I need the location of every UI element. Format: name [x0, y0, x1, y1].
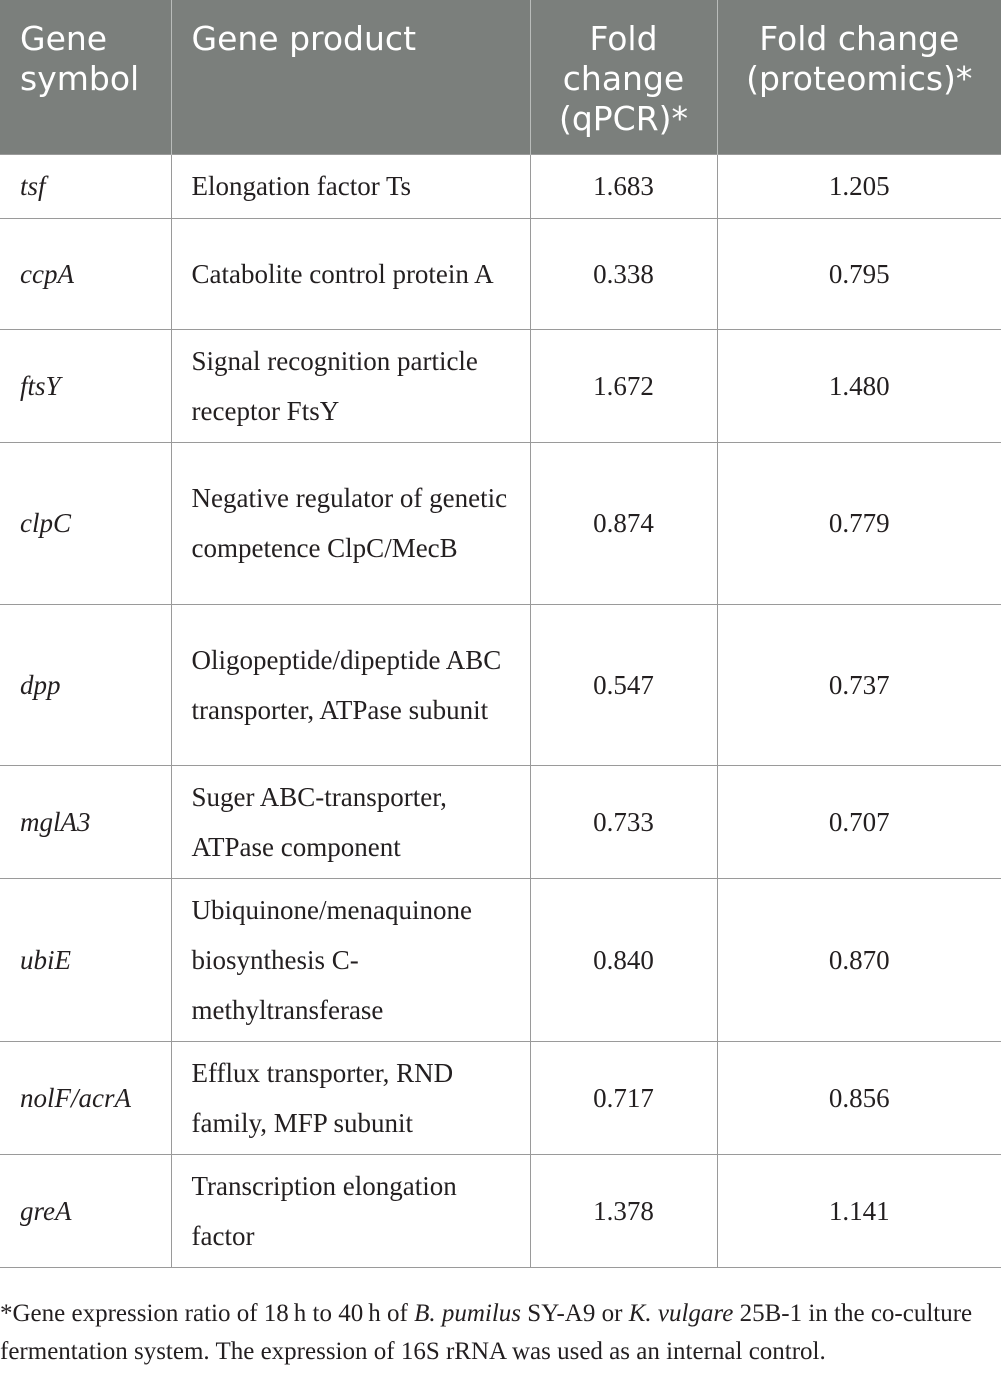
qpcr-value-cell: 0.840: [530, 878, 717, 1041]
table-row: [0, 442, 1001, 604]
footnote-text-2: SY-A9 or: [521, 1300, 629, 1327]
gene-symbol-cell: dpp: [0, 604, 171, 765]
qpcr-value-cell: 1.378: [530, 1154, 717, 1267]
qpcr-value-cell: 0.733: [530, 765, 717, 878]
table-footnote: [0, 1295, 1001, 1371]
gene-symbol-cell: clpC: [0, 442, 171, 604]
table-row: [0, 604, 1001, 765]
gene-symbol-cell: ftsY: [0, 329, 171, 442]
footnote-species-1: B. pumilus: [414, 1300, 522, 1327]
qpcr-value-cell: 0.547: [530, 604, 717, 765]
gene-product-cell: Negative regulator of genetic competence ClpC/MecB: [171, 442, 530, 604]
gene-symbol-cell: mglA3: [0, 765, 171, 878]
qpcr-value-cell: 0.874: [530, 442, 717, 604]
table-header-row: [0, 0, 1001, 154]
gene-product-cell: Catabolite control protein A: [171, 218, 530, 329]
header-gene-product: Gene product: [171, 0, 530, 154]
header-fold-change-qpcr: Fold change (qPCR)*: [530, 0, 717, 154]
gene-product-cell: Ubiquinone/menaquinone biosynthesis C-methyltransferase: [171, 878, 530, 1041]
footnote-text-1: *Gene expression ratio of 18 h to 40 h of: [0, 1300, 415, 1327]
header-gene-symbol: Gene symbol: [0, 0, 171, 154]
table-row: [0, 218, 1001, 329]
qpcr-value-cell: 1.672: [530, 329, 717, 442]
proteomics-value-cell: 0.795: [717, 218, 1001, 329]
gene-symbol-cell: nolF/acrA: [0, 1041, 171, 1154]
table-row: [0, 154, 1001, 218]
gene-symbol-cell: ubiE: [0, 878, 171, 1041]
proteomics-value-cell: 1.205: [717, 154, 1001, 218]
table-row: [0, 878, 1001, 1041]
table-row: [0, 1041, 1001, 1154]
proteomics-value-cell: 1.480: [717, 329, 1001, 442]
gene-symbol-cell: greA: [0, 1154, 171, 1267]
proteomics-value-cell: 0.870: [717, 878, 1001, 1041]
gene-product-cell: Elongation factor Ts: [171, 154, 530, 218]
gene-product-cell: Efflux transporter, RND family, MFP subunit: [171, 1041, 530, 1154]
header-fold-change-proteomics: Fold change (proteomics)*: [717, 0, 1001, 154]
proteomics-value-cell: 0.779: [717, 442, 1001, 604]
gene-product-cell: Transcription elongation factor: [171, 1154, 530, 1267]
gene-symbol-cell: tsf: [0, 154, 171, 218]
gene-symbol-cell: ccpA: [0, 218, 171, 329]
footnote-species-2: K. vulgare: [628, 1300, 734, 1327]
table-row: [0, 329, 1001, 442]
footnote-text-3: 25B-1 in the co-culture fermentation system. The expression of 16S rRNA was used as an internal control.: [0, 1300, 973, 1365]
gene-product-cell: Signal recognition particle receptor FtsY: [171, 329, 530, 442]
proteomics-value-cell: 0.856: [717, 1041, 1001, 1154]
table-row: [0, 1154, 1001, 1267]
proteomics-value-cell: 0.737: [717, 604, 1001, 765]
qpcr-value-cell: 0.338: [530, 218, 717, 329]
proteomics-value-cell: 1.141: [717, 1154, 1001, 1267]
gene-product-cell: Suger ABC-transporter, ATPase component: [171, 765, 530, 878]
table-row: [0, 765, 1001, 878]
qpcr-value-cell: 0.717: [530, 1041, 717, 1154]
gene-product-cell: Oligopeptide/dipeptide ABC transporter, ATPase subunit: [171, 604, 530, 765]
proteomics-value-cell: 0.707: [717, 765, 1001, 878]
qpcr-value-cell: 1.683: [530, 154, 717, 218]
